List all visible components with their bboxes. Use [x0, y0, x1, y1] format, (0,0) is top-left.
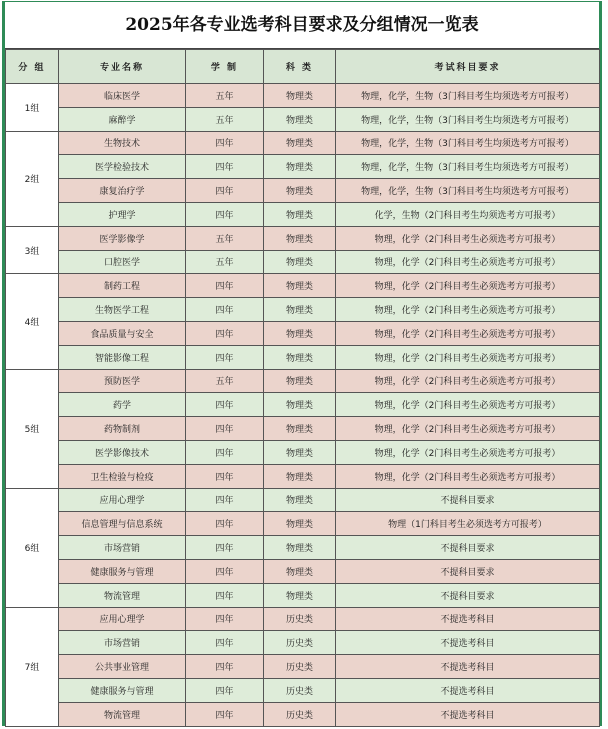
- category-cell: 物理类: [264, 84, 336, 108]
- table-row: [6, 631, 600, 655]
- table-row: [6, 369, 600, 393]
- table-row: [6, 298, 600, 322]
- category-cell: 物理类: [264, 488, 336, 512]
- requirement-cell: 不提选考科目: [336, 702, 600, 726]
- requirement-cell: 物理，化学（2门科目考生必须选考方可报考）: [336, 417, 600, 441]
- years-cell: 四年: [186, 702, 264, 726]
- major-cell: 食品质量与安全: [59, 321, 186, 345]
- years-cell: 四年: [186, 274, 264, 298]
- requirement-cell: 物理，化学（2门科目考生必须选考方可报考）: [336, 345, 600, 369]
- requirement-cell: 不提选考科目: [336, 678, 600, 702]
- years-cell: 五年: [186, 369, 264, 393]
- category-cell: 物理类: [264, 464, 336, 488]
- header-major: 专业名称: [59, 50, 186, 84]
- category-cell: 物理类: [264, 179, 336, 203]
- major-cell: 物流管理: [59, 583, 186, 607]
- requirement-cell: 物理，化学（2门科目考生必须选考方可报考）: [336, 440, 600, 464]
- years-cell: 四年: [186, 464, 264, 488]
- category-cell: 物理类: [264, 583, 336, 607]
- group-cell: 5组: [6, 369, 59, 488]
- requirement-cell: 物理，化学，生物（3门科目考生均须选考方可报考）: [336, 179, 600, 203]
- requirement-cell: 物理，化学（2门科目考生必须选考方可报考）: [336, 298, 600, 322]
- table-row: [6, 179, 600, 203]
- document-frame: [2, 1, 602, 726]
- table-row: [6, 583, 600, 607]
- category-cell: 历史类: [264, 631, 336, 655]
- major-cell: 应用心理学: [59, 488, 186, 512]
- table-row: [6, 417, 600, 441]
- years-cell: 四年: [186, 559, 264, 583]
- category-cell: 物理类: [264, 250, 336, 274]
- subject-requirements-table: [5, 49, 600, 727]
- table-body: [6, 84, 600, 727]
- header-group: 分 组: [6, 50, 59, 84]
- category-cell: 历史类: [264, 702, 336, 726]
- years-cell: 四年: [186, 631, 264, 655]
- requirement-cell: 不提选考科目: [336, 631, 600, 655]
- major-cell: 医学影像学: [59, 226, 186, 250]
- category-cell: 物理类: [264, 440, 336, 464]
- requirement-cell: 不提选考科目: [336, 655, 600, 679]
- category-cell: 历史类: [264, 678, 336, 702]
- table-row: [6, 84, 600, 108]
- years-cell: 四年: [186, 583, 264, 607]
- group-cell: 4组: [6, 274, 59, 369]
- major-cell: 健康服务与管理: [59, 678, 186, 702]
- major-cell: 生物医学工程: [59, 298, 186, 322]
- years-cell: 四年: [186, 536, 264, 560]
- major-cell: 市场营销: [59, 631, 186, 655]
- category-cell: 物理类: [264, 345, 336, 369]
- major-cell: 临床医学: [59, 84, 186, 108]
- group-cell: 1组: [6, 84, 59, 132]
- table-row: [6, 274, 600, 298]
- requirement-cell: 物理，化学，生物（3门科目考生均须选考方可报考）: [336, 131, 600, 155]
- years-cell: 四年: [186, 607, 264, 631]
- requirement-cell: 物理，化学（2门科目考生必须选考方可报考）: [336, 274, 600, 298]
- requirement-cell: 物理（1门科目考生必须选考方可报考）: [336, 512, 600, 536]
- years-cell: 四年: [186, 393, 264, 417]
- table-row: [6, 345, 600, 369]
- category-cell: 物理类: [264, 155, 336, 179]
- major-cell: 生物技术: [59, 131, 186, 155]
- years-cell: 五年: [186, 84, 264, 108]
- group-cell: 2组: [6, 131, 59, 226]
- years-cell: 四年: [186, 202, 264, 226]
- major-cell: 物流管理: [59, 702, 186, 726]
- requirement-cell: 物理，化学（2门科目考生必须选考方可报考）: [336, 369, 600, 393]
- major-cell: 应用心理学: [59, 607, 186, 631]
- major-cell: 口腔医学: [59, 250, 186, 274]
- category-cell: 物理类: [264, 559, 336, 583]
- table-row: [6, 559, 600, 583]
- category-cell: 物理类: [264, 512, 336, 536]
- requirement-cell: 物理，化学（2门科目考生必须选考方可报考）: [336, 226, 600, 250]
- category-cell: 物理类: [264, 107, 336, 131]
- major-cell: 健康服务与管理: [59, 559, 186, 583]
- table-row: [6, 678, 600, 702]
- page-title: 2025年各专业选考科目要求及分组情况一览表: [5, 2, 599, 49]
- category-cell: 物理类: [264, 393, 336, 417]
- table-row: [6, 464, 600, 488]
- table-header-row: [6, 50, 600, 84]
- table-row: [6, 607, 600, 631]
- table-row: [6, 202, 600, 226]
- group-cell: 3组: [6, 226, 59, 274]
- major-cell: 药物制剂: [59, 417, 186, 441]
- years-cell: 四年: [186, 440, 264, 464]
- requirement-cell: 化学，生物（2门科目考生均须选考方可报考）: [336, 202, 600, 226]
- major-cell: 市场营销: [59, 536, 186, 560]
- years-cell: 五年: [186, 250, 264, 274]
- years-cell: 四年: [186, 655, 264, 679]
- table-row: [6, 702, 600, 726]
- table-row: [6, 131, 600, 155]
- major-cell: 卫生检验与检疫: [59, 464, 186, 488]
- category-cell: 物理类: [264, 226, 336, 250]
- table-row: [6, 440, 600, 464]
- major-cell: 康复治疗学: [59, 179, 186, 203]
- table-row: [6, 107, 600, 131]
- requirement-cell: 物理，化学，生物（3门科目考生均须选考方可报考）: [336, 155, 600, 179]
- category-cell: 物理类: [264, 369, 336, 393]
- requirement-cell: 不提科目要求: [336, 488, 600, 512]
- requirement-cell: 不提科目要求: [336, 536, 600, 560]
- category-cell: 历史类: [264, 607, 336, 631]
- requirement-cell: 物理，化学（2门科目考生必须选考方可报考）: [336, 250, 600, 274]
- requirement-cell: 物理，化学，生物（3门科目考生均须选考方可报考）: [336, 107, 600, 131]
- requirement-cell: 物理，化学（2门科目考生必须选考方可报考）: [336, 321, 600, 345]
- header-requirement: 考试科目要求: [336, 50, 600, 84]
- years-cell: 四年: [186, 155, 264, 179]
- table-row: [6, 488, 600, 512]
- group-cell: 7组: [6, 607, 59, 726]
- table-row: [6, 512, 600, 536]
- category-cell: 物理类: [264, 202, 336, 226]
- years-cell: 五年: [186, 226, 264, 250]
- table-row: [6, 536, 600, 560]
- header-category: 科 类: [264, 50, 336, 84]
- years-cell: 四年: [186, 131, 264, 155]
- years-cell: 五年: [186, 107, 264, 131]
- major-cell: 公共事业管理: [59, 655, 186, 679]
- years-cell: 四年: [186, 488, 264, 512]
- major-cell: 医学影像技术: [59, 440, 186, 464]
- table-row: [6, 155, 600, 179]
- category-cell: 物理类: [264, 274, 336, 298]
- category-cell: 物理类: [264, 321, 336, 345]
- years-cell: 四年: [186, 321, 264, 345]
- major-cell: 药学: [59, 393, 186, 417]
- table-row: [6, 250, 600, 274]
- major-cell: 制药工程: [59, 274, 186, 298]
- major-cell: 医学检验技术: [59, 155, 186, 179]
- table-row: [6, 226, 600, 250]
- major-cell: 预防医学: [59, 369, 186, 393]
- years-cell: 四年: [186, 179, 264, 203]
- requirement-cell: 物理，化学（2门科目考生必须选考方可报考）: [336, 464, 600, 488]
- requirement-cell: 不提科目要求: [336, 559, 600, 583]
- major-cell: 麻醉学: [59, 107, 186, 131]
- category-cell: 物理类: [264, 131, 336, 155]
- requirement-cell: 不提选考科目: [336, 607, 600, 631]
- major-cell: 智能影像工程: [59, 345, 186, 369]
- table-row: [6, 393, 600, 417]
- major-cell: 护理学: [59, 202, 186, 226]
- years-cell: 四年: [186, 345, 264, 369]
- major-cell: 信息管理与信息系统: [59, 512, 186, 536]
- group-cell: 6组: [6, 488, 59, 607]
- years-cell: 四年: [186, 512, 264, 536]
- years-cell: 四年: [186, 678, 264, 702]
- category-cell: 物理类: [264, 298, 336, 322]
- years-cell: 四年: [186, 298, 264, 322]
- years-cell: 四年: [186, 417, 264, 441]
- header-years: 学 制: [186, 50, 264, 84]
- category-cell: 历史类: [264, 655, 336, 679]
- requirement-cell: 物理，化学，生物（3门科目考生均须选考方可报考）: [336, 84, 600, 108]
- requirement-cell: 物理，化学（2门科目考生必须选考方可报考）: [336, 393, 600, 417]
- table-row: [6, 321, 600, 345]
- category-cell: 物理类: [264, 536, 336, 560]
- table-row: [6, 655, 600, 679]
- requirement-cell: 不提科目要求: [336, 583, 600, 607]
- category-cell: 物理类: [264, 417, 336, 441]
